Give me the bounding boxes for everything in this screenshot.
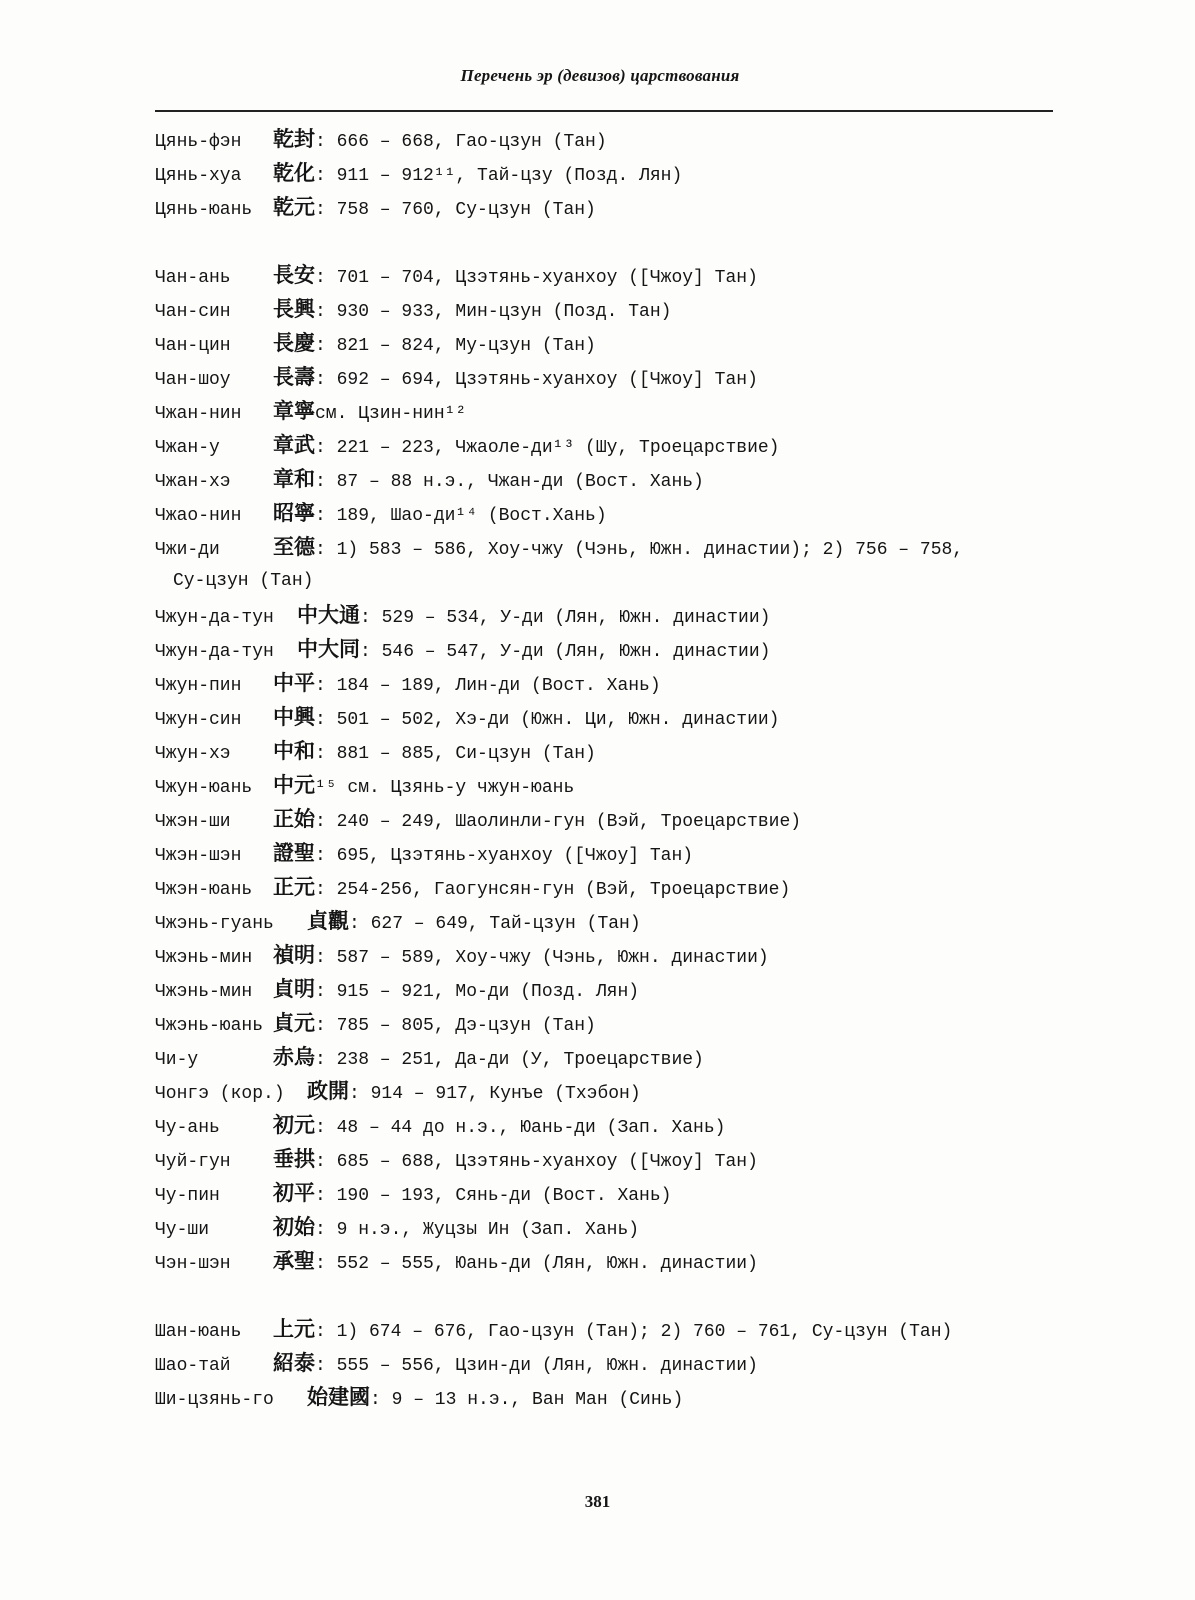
entry-text: : 529 – 534, У-ди (Лян, Южн. династии) — [360, 608, 771, 628]
entry-hanzi: 中大通 — [297, 603, 360, 627]
entry-hanzi: 中平 — [273, 671, 315, 695]
entry — [155, 666, 661, 700]
entry-hanzi: 初元 — [273, 1113, 315, 1137]
entry-hanzi: 紹泰 — [273, 1351, 315, 1375]
entry — [155, 1380, 683, 1414]
entry — [155, 1108, 725, 1142]
entry-hanzi: 禎明 — [273, 943, 315, 967]
entry-text: : 9 н.э., Жуцзы Ин (Зап. Хань) — [315, 1220, 640, 1240]
entry-name: Чу-пин — [155, 1186, 220, 1206]
entry — [155, 292, 671, 326]
entry — [155, 1210, 639, 1244]
entry-name: Чонгэ (кор.) — [155, 1084, 285, 1104]
entry-name: Чжун-юань — [155, 778, 253, 798]
entry-name: Чжэн-юань — [155, 880, 253, 900]
entry — [155, 1312, 952, 1346]
entry-name: Чжун-да-тун — [155, 642, 274, 662]
entry-name: Ши-цзянь-го — [155, 1390, 274, 1410]
entry-hanzi: 昭寧 — [273, 501, 315, 525]
entry — [155, 802, 801, 836]
entry-text: : 685 – 688, Цзэтянь-хуанхоу ([Чжоу] Тан) — [315, 1152, 758, 1172]
entry-name: Чжэн-ши — [155, 812, 231, 832]
entry-hanzi: 貞觀 — [307, 909, 349, 933]
entry — [155, 496, 607, 530]
entry-text: см. Цзин-нин¹² — [315, 404, 467, 424]
entry — [155, 1244, 758, 1278]
entry-text: : 238 – 251, Да-ди (У, Троецарствие) — [315, 1050, 704, 1070]
entry-text: : 695, Цзэтянь-хуанхоу ([Чжоу] Тан) — [315, 846, 694, 866]
entry-name: Шао-тай — [155, 1356, 231, 1376]
entry — [155, 258, 758, 292]
entry-hanzi: 章武 — [273, 433, 315, 457]
entry — [155, 394, 466, 428]
entry-name: Чу-ань — [155, 1118, 220, 1138]
entry — [155, 870, 790, 904]
entry-hanzi: 始建國 — [307, 1385, 370, 1409]
entry-text: : 555 – 556, Цзин-ди (Лян, Южн. династии) — [315, 1356, 758, 1376]
entry-hanzi: 初始 — [273, 1215, 315, 1239]
entry-name: Цянь-юань — [155, 200, 253, 220]
entry-name: Чжан-у — [155, 438, 220, 458]
entry — [155, 326, 596, 360]
entry — [155, 530, 963, 564]
entry-text: : 221 – 223, Чжаоле-ди¹³ (Шу, Троецарствие) — [315, 438, 780, 458]
entry-text: : 190 – 193, Сянь-ди (Вост. Хань) — [315, 1186, 672, 1206]
entry-text: : 666 – 668, Гао-цзун (Тан) — [315, 132, 607, 152]
entry-hanzi: 正元 — [273, 875, 315, 899]
entry-hanzi: 政開 — [307, 1079, 349, 1103]
entry-text: : 930 – 933, Мин-цзун (Позд. Тан) — [315, 302, 672, 322]
entry-hanzi: 赤烏 — [273, 1045, 315, 1069]
entry-hanzi: 乾化 — [273, 161, 315, 185]
entry-hanzi: 上元 — [273, 1317, 315, 1341]
entry-text: : 701 – 704, Цзэтянь-хуанхоу ([Чжоу] Тан) — [315, 268, 758, 288]
entry-name: Чжун-да-тун — [155, 608, 274, 628]
entry-continuation: Су-цзун (Тан) — [173, 571, 314, 591]
entry-text: : 552 – 555, Юань-ди (Лян, Южн. династии) — [315, 1254, 758, 1274]
entry-text: : 501 – 502, Хэ-ди (Южн. Ци, Южн. династии) — [315, 710, 780, 730]
entry-text: : 915 – 921, Мо-ди (Позд. Лян) — [315, 982, 640, 1002]
entry — [155, 836, 693, 870]
entry-name: Шан-юань — [155, 1322, 242, 1342]
running-header: Перечень эр (девизов) царствования — [460, 66, 740, 85]
entry — [155, 1346, 758, 1380]
entry-hanzi: 中興 — [273, 705, 315, 729]
entry — [155, 632, 770, 666]
entry-name: Чжэнь-гуань — [155, 914, 274, 934]
entry-text: : 1) 583 – 586, Хоу-чжу (Чэнь, Южн. династии); 2) 756 – 758, — [315, 540, 964, 560]
entry-name: Чэн-шэн — [155, 1254, 231, 1274]
entry-name: Чуй-гун — [155, 1152, 231, 1172]
entry — [155, 462, 704, 496]
entry-name: Цянь-фэн — [155, 132, 242, 152]
entry-hanzi: 垂拱 — [273, 1147, 315, 1171]
entry-name: Чжэнь-мин — [155, 948, 253, 968]
entry-text: : 914 – 917, Кунъе (Тхэбон) — [349, 1084, 641, 1104]
entry-hanzi: 貞元 — [273, 1011, 315, 1035]
entry-hanzi: 中和 — [273, 739, 315, 763]
page-number: 381 — [584, 1492, 611, 1511]
entry-name: Чжун-пин — [155, 676, 242, 696]
entry-hanzi: 初平 — [273, 1181, 315, 1205]
entry — [155, 1040, 704, 1074]
entry-hanzi: 中大同 — [297, 637, 360, 661]
entry-name: Чан-ань — [155, 268, 231, 288]
entry — [155, 1142, 758, 1176]
entry — [155, 598, 770, 632]
entry-name: Чан-цин — [155, 336, 231, 356]
entry — [155, 360, 758, 394]
entry-name: Чжан-нин — [155, 404, 242, 424]
entry-text: : 785 – 805, Дэ-цзун (Тан) — [315, 1016, 596, 1036]
entry-hanzi: 章寧 — [273, 399, 315, 423]
entry-name: Чжун-хэ — [155, 744, 231, 764]
entry-text: : 184 – 189, Лин-ди (Вост. Хань) — [315, 676, 661, 696]
entry-hanzi: 至德 — [273, 535, 315, 559]
entry-hanzi: 長壽 — [273, 365, 315, 389]
entry — [155, 700, 779, 734]
entry-hanzi: 長興 — [273, 297, 315, 321]
entry-hanzi: 承聖 — [273, 1249, 315, 1273]
entry-text: : 821 – 824, Му-цзун (Тан) — [315, 336, 596, 356]
entry-name: Чжэн-шэн — [155, 846, 242, 866]
entry-name: Чи-у — [155, 1050, 199, 1070]
entry-text: : 254-256, Гаогунсян-гун (Вэй, Троецарствие) — [315, 880, 791, 900]
entry-name: Чжи-ди — [155, 540, 220, 560]
entry — [155, 122, 607, 156]
entry-text: : 587 – 589, Хоу-чжу (Чэнь, Южн. династии) — [315, 948, 769, 968]
entry-text: : 546 – 547, У-ди (Лян, Южн. династии) — [360, 642, 771, 662]
entry-name: Чжао-нин — [155, 506, 242, 526]
entry-text: : 758 – 760, Су-цзун (Тан) — [315, 200, 596, 220]
entry-hanzi: 長慶 — [273, 331, 315, 355]
entry — [155, 938, 769, 972]
entry-name: Чан-син — [155, 302, 231, 322]
entry-text: ¹⁵ см. Цзянь-у чжун-юань — [315, 778, 575, 798]
entry — [155, 768, 574, 802]
entry-hanzi: 長安 — [273, 263, 315, 287]
entry-name: Чан-шоу — [155, 370, 231, 390]
entry-hanzi: 證聖 — [273, 841, 315, 865]
entry-name: Чжан-хэ — [155, 472, 231, 492]
entry — [155, 972, 639, 1006]
entry — [155, 1176, 671, 1210]
entry-text: : 9 – 13 н.э., Ван Ман (Синь) — [370, 1390, 684, 1410]
entry-hanzi: 章和 — [273, 467, 315, 491]
entry — [155, 428, 779, 462]
entry-hanzi: 乾元 — [273, 195, 315, 219]
entry — [155, 156, 682, 190]
entry-text: : 189, Шао-ди¹⁴ (Вост.Хань) — [315, 506, 607, 526]
entry — [155, 904, 641, 938]
entry-text: : 87 – 88 н.э., Чжан-ди (Вост. Хань) — [315, 472, 704, 492]
entry-name: Чжун-син — [155, 710, 242, 730]
entry-text: : 692 – 694, Цзэтянь-хуанхоу ([Чжоу] Тан) — [315, 370, 758, 390]
entry-name: Чу-ши — [155, 1220, 210, 1240]
entry-text: : 1) 674 – 676, Гао-цзун (Тан); 2) 760 – 761, Су-цзун (Тан) — [315, 1322, 953, 1342]
entry-text: : 48 – 44 до н.э., Юань-ди (Зап. Хань) — [315, 1118, 726, 1138]
entry-name: Чжэнь-юань — [155, 1016, 264, 1036]
entry-name: Цянь-хуа — [155, 166, 242, 186]
entry-text: : 240 – 249, Шаолинли-гун (Вэй, Троецарствие) — [315, 812, 802, 832]
entry — [155, 190, 596, 224]
entry-hanzi: 貞明 — [273, 977, 315, 1001]
entry-text: : 911 – 912¹¹, Тай-цзу (Позд. Лян) — [315, 166, 683, 186]
entry-hanzi: 中元 — [273, 773, 315, 797]
entry — [155, 1006, 596, 1040]
entry-text: : 881 – 885, Си-цзун (Тан) — [315, 744, 596, 764]
entry-hanzi: 正始 — [273, 807, 315, 831]
entry — [155, 1074, 641, 1108]
entry-hanzi: 乾封 — [273, 127, 315, 151]
entry-name: Чжэнь-мин — [155, 982, 253, 1002]
entry-text: : 627 – 649, Тай-цзун (Тан) — [349, 914, 641, 934]
entry — [155, 734, 596, 768]
